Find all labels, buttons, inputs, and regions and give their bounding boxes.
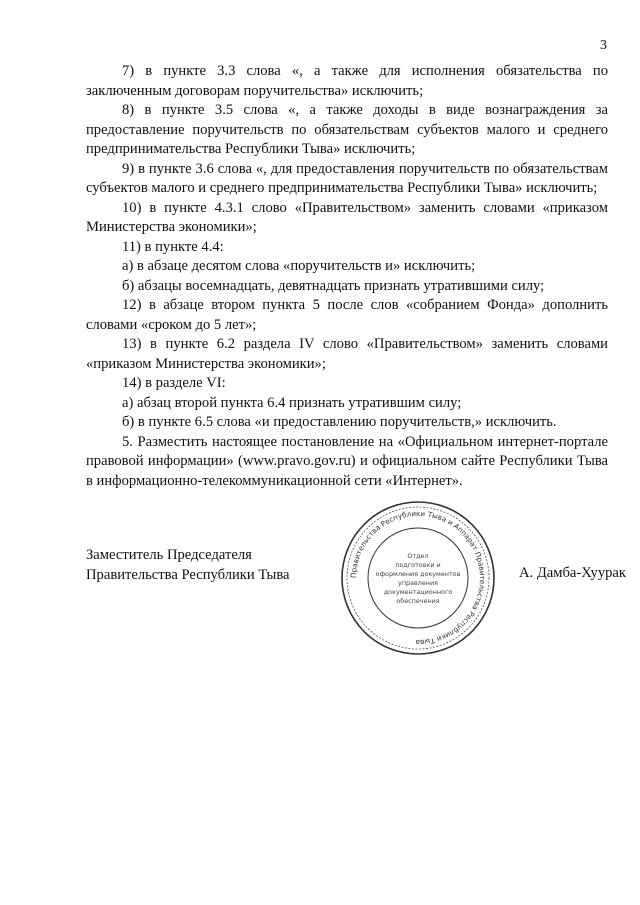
stamp-center-line: управления xyxy=(398,579,438,587)
paragraph-point-5: 5. Разместить настоящее постановление на «Официальном интернет-портале правовой информации» (www.pravo.gov.ru) и официальном сайте Республики Тыва в информационно-телекоммуникационной сети «Интернет». xyxy=(86,433,608,489)
paragraph-item-11: 11) в пункте 4.4: xyxy=(122,238,224,255)
paragraph-item-14b: б) в пункте 6.5 слова «и предоставлению поручительств,» исключить. xyxy=(122,414,557,430)
signatory-title xyxy=(86,546,290,585)
stamp-center-line: оформления документов xyxy=(375,570,461,578)
signatory-title-line1: Заместитель Председателя xyxy=(86,547,252,563)
signatory-name: А. Дамба-Хуурак xyxy=(519,565,626,581)
paragraph-item-8: 8) в пункте 3.5 слова «, а также доходы в виде вознаграждения за предоставление поручительств по обязательствам субъектов малого и среднего предпринимательства Республики Тыва» исключить; xyxy=(86,102,608,157)
paragraph-item-12: 12) в абзаце втором пункта 5 после слов «собранием Фонда» дополнить словами «сроком до 5 лет»; xyxy=(86,297,608,333)
paragraph-item-14: 14) в разделе VI: xyxy=(122,375,226,391)
paragraph-item-11a: а) в абзаце десятом слова «поручительств и» исключить; xyxy=(122,258,476,274)
official-stamp xyxy=(338,498,498,658)
page-number: 3 xyxy=(600,38,607,53)
stamp-center-line: обеспечения xyxy=(396,597,440,605)
stamp-center-line: подготовки и xyxy=(395,561,441,569)
paragraph-item-10: 10) в пункте 4.3.1 слово «Правительством» заменить словами «приказом Министерства экономики»; xyxy=(86,199,608,235)
signatory-title-line2: Правительства Республики Тыва xyxy=(86,566,290,583)
paragraph-item-13: 13) в пункте 6.2 раздела IV слово «Правительством» заменить словами «приказом Министерства экономики»; xyxy=(86,336,608,372)
paragraph-item-9: 9) в пункте 3.6 слова «, для предоставления поручительств по обязательствам субъектов малого и среднего предпринимательства Республики Тыва» исключить; xyxy=(86,160,608,196)
stamp-ring-text: Правительства Республики Тыва и Аппарат Правительства Республики Тыва xyxy=(348,508,488,648)
stamp-center-line: Отдел xyxy=(407,552,429,560)
document-body xyxy=(86,62,608,491)
paragraph-item-11b: б) абзацы восемнадцать, девятнадцать признать утратившими силу; xyxy=(122,277,545,294)
paragraph-item-7: 7) в пункте 3.3 слова «, а также для исполнения обязательства по заключенным договорам поручительства» исключить; xyxy=(86,63,608,99)
paragraph-item-14a: а) абзац второй пункта 6.4 признать утратившим силу; xyxy=(122,394,462,411)
stamp-center-line: документационного xyxy=(383,588,453,596)
